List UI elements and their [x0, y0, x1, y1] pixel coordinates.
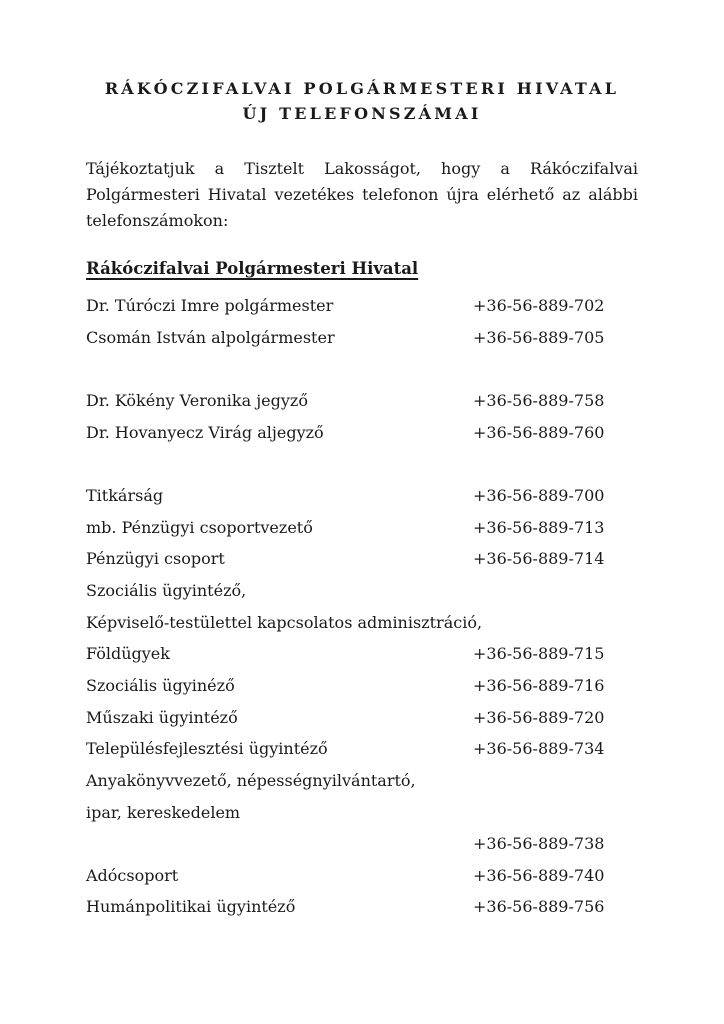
entry-label: Humánpolitikai ügyintéző — [86, 897, 296, 917]
entry-label: Dr. Kökény Veronika jegyző — [86, 390, 308, 410]
entry-label: Településfejlesztési ügyintéző — [86, 739, 328, 759]
entry-label: mb. Pénzügyi csoportvezető — [86, 517, 313, 537]
directory-row — [86, 543, 638, 575]
directory-row — [86, 480, 638, 512]
directory-row — [86, 702, 638, 734]
entry-phone: +36-56-889-720 — [473, 707, 605, 727]
entry-label: Dr. Túróczi Imre polgármester — [86, 296, 334, 315]
directory-spacer — [86, 353, 638, 385]
directory-spacer — [86, 448, 638, 480]
directory-row — [86, 638, 638, 670]
title-line-2: ÚJ TELEFONSZÁMAI — [242, 104, 482, 123]
entry-label: ipar, kereskedelem — [86, 802, 241, 822]
directory-row — [86, 417, 638, 449]
entry-phone: +36-56-889-738 — [473, 834, 605, 854]
entry-phone: +36-56-889-702 — [473, 296, 605, 315]
entry-label: Képviselő-testülettel kapcsolatos adminisztráció, — [86, 612, 483, 632]
directory-row — [86, 765, 638, 797]
entry-label: Szociális ügyinéző — [86, 675, 235, 695]
entry-label: Pénzügyi csoport — [86, 549, 225, 569]
entry-label: Földügyek — [86, 644, 170, 664]
entry-label: Adócsoport — [86, 865, 179, 885]
entry-phone: +36-56-889-740 — [473, 865, 605, 885]
entry-phone: +36-56-889-760 — [473, 422, 605, 442]
entry-phone: +36-56-889-758 — [473, 390, 605, 410]
entry-phone: +36-56-889-715 — [473, 644, 605, 664]
intro-line: telefonszámokon: — [86, 211, 229, 230]
directory-row — [86, 828, 638, 860]
document-title — [86, 76, 638, 126]
entry-label: Műszaki ügyintéző — [86, 707, 238, 727]
directory-row — [86, 797, 638, 829]
entry-phone: +36-56-889-714 — [473, 549, 605, 569]
directory-row — [86, 575, 638, 607]
directory-row — [86, 860, 638, 892]
directory-row — [86, 290, 638, 322]
entry-phone: +36-56-889-705 — [473, 327, 605, 347]
title-line-1: RÁKÓCZIFALVAI POLGÁRMESTERI HIVATAL — [104, 79, 620, 98]
entry-label: Csomán István alpolgármester — [86, 327, 335, 347]
entry-label: Titkárság — [86, 485, 164, 505]
directory-row — [86, 385, 638, 417]
entry-phone: +36-56-889-756 — [473, 897, 605, 917]
intro-line: Polgármesteri Hivatal vezetékes telefonon újra elérhető az alábbi — [86, 185, 638, 204]
entry-label: Anyakönyvvezető, népességnyilvántartó, — [86, 770, 416, 790]
directory-row — [86, 733, 638, 765]
entry-phone: +36-56-889-716 — [473, 675, 605, 695]
directory-row — [86, 322, 638, 354]
section-heading: Rákóczifalvai Polgármesteri Hivatal — [86, 259, 419, 278]
directory-row — [86, 512, 638, 544]
entry-phone: +36-56-889-713 — [473, 517, 605, 537]
entry-phone: +36-56-889-734 — [473, 739, 605, 759]
directory-row — [86, 670, 638, 702]
intro-paragraph — [86, 156, 638, 234]
phone-directory — [86, 290, 638, 923]
directory-row — [86, 891, 638, 923]
entry-phone: +36-56-889-700 — [473, 485, 605, 505]
entry-label: Dr. Hovanyecz Virág aljegyző — [86, 422, 324, 442]
intro-line: Tájékoztatjuk a Tisztelt Lakosságot, hogy a Rákóczifalvai — [86, 159, 638, 178]
directory-row — [86, 607, 638, 639]
entry-label: Szociális ügyintéző, — [86, 580, 247, 600]
